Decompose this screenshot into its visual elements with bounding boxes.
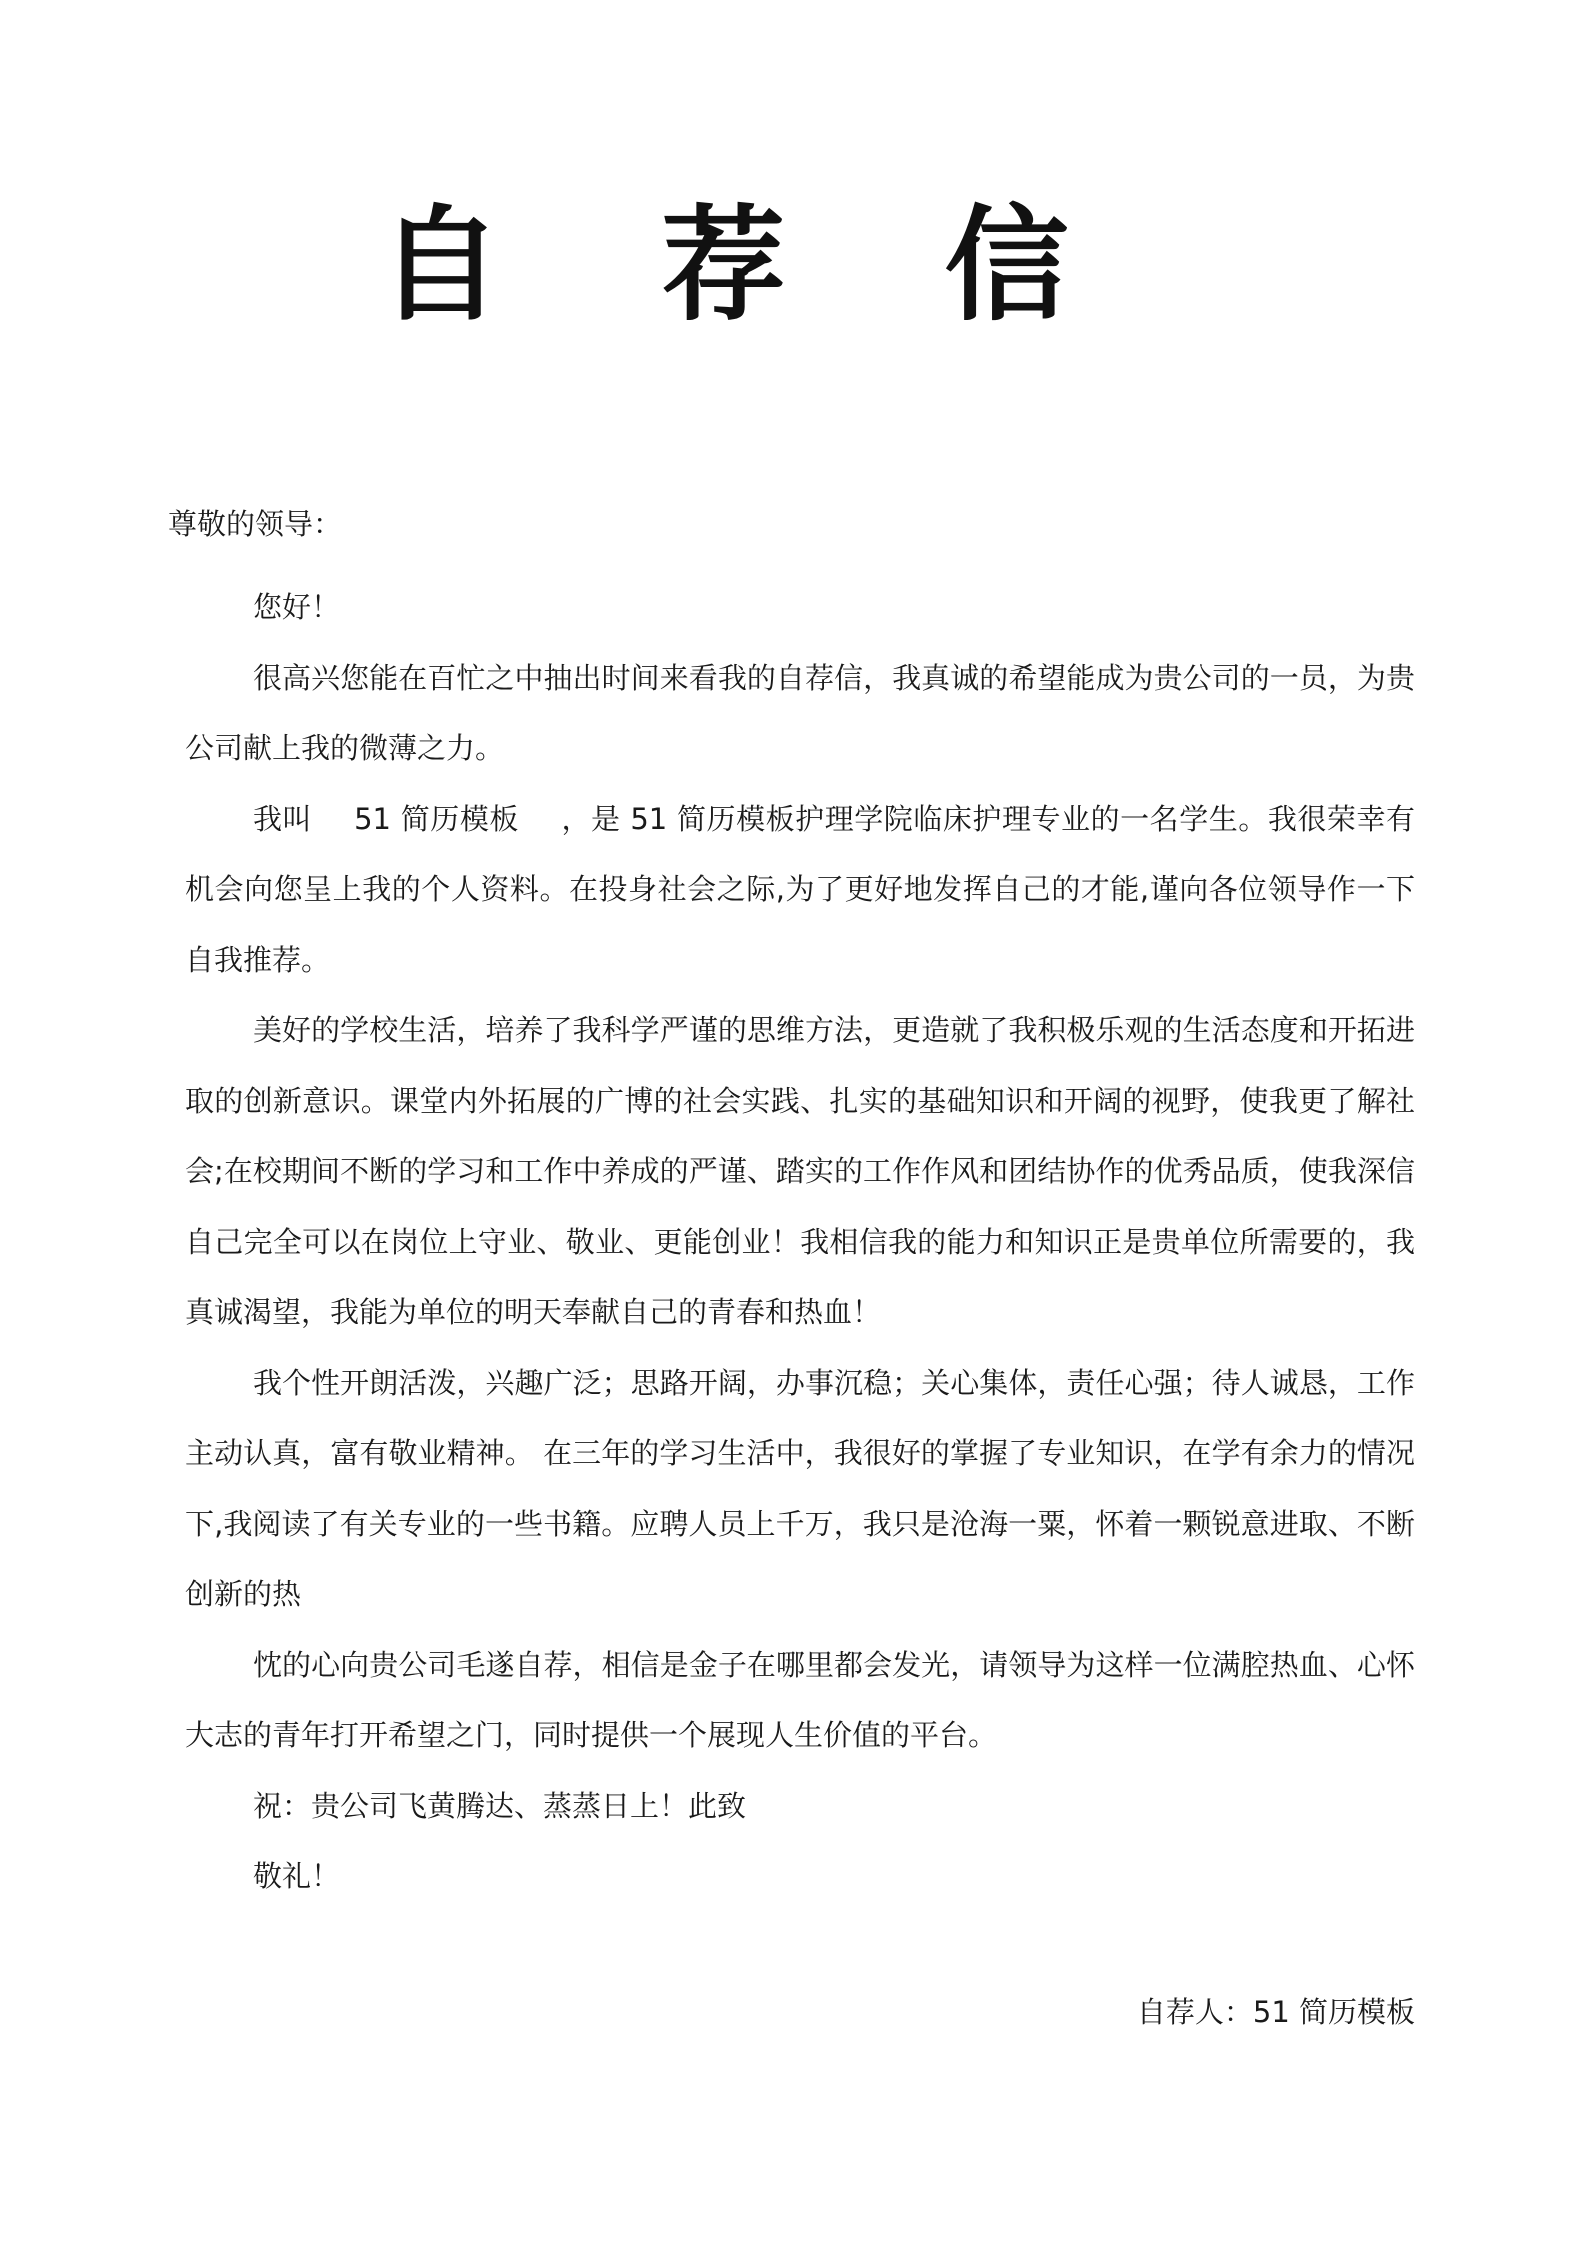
salutation: 尊敬的领导： (168, 507, 343, 541)
page-title: 自 荐 信 (378, 194, 1127, 338)
closing-line: 敬礼！ (253, 1859, 341, 1893)
applicant-name: 51 简历模板 (354, 801, 519, 836)
signature: 自荐人：51 简历模板 (1136, 1995, 1415, 2029)
paragraph-self-introduction (185, 784, 1415, 996)
paragraph-school-life: 美好的学校生活，培养了我科学严谨的思维方法，更造就了我积极乐观的生活态度和开拓进取的创新意识。课堂内外拓展的广博的社会实践、扎实的基础知识和开阔的视野，使我更了解社会;在校期间不断的学习和工作中养成的严谨、踏实的工作作风和团结协作的优秀品质，使我深信自己完全可以在岗位上守业、敬业、更能创业！我相信我的能力和知识正是贵单位所需要的，我真诚渴望，我能为单位的明天奉献自己的青春和热血！ (185, 1013, 1415, 1329)
paragraph-personality: 我个性开朗活泼，兴趣广泛；思路开阔，办事沉稳；关心集体，责任心强；待人诚恳，工作主动认真，富有敬业精神。 在三年的学习生活中，我很好的掌握了专业知识，在学有余力的情况下,我阅读了有关专业的一些书籍。应聘人员上千万，我只是沧海一粟，怀着一颗锐意进取、不断创新的热 (185, 1365, 1415, 1611)
paragraph-intro: 很高兴您能在百忙之中抽出时间来看我的自荐信，我真诚的希望能成为贵公司的一员，为贵公司献上我的微薄之力。 (185, 660, 1415, 765)
letter-body (185, 572, 1415, 1912)
wish-line: 祝：贵公司飞黄腾达、蒸蒸日上！此致 (253, 1788, 747, 1823)
intro-rest: ，是 51 简历模板护理学院临床护理专业的一名学生。我很荣幸有机会向您呈上我的个人资料。在投身社会之际,为了更好地发挥自己的才能,谨向各位领导作一下自我推荐。 (185, 801, 1415, 977)
intro-lead: 我叫 (253, 801, 313, 836)
greeting: 您好！ (253, 590, 341, 624)
paragraph-recommendation: 忱的心向贵公司毛遂自荐，相信是金子在哪里都会发光，请领导为这样一位满腔热血、心怀大志的青年打开希望之门，同时提供一个展现人生价值的平台。 (185, 1647, 1415, 1752)
